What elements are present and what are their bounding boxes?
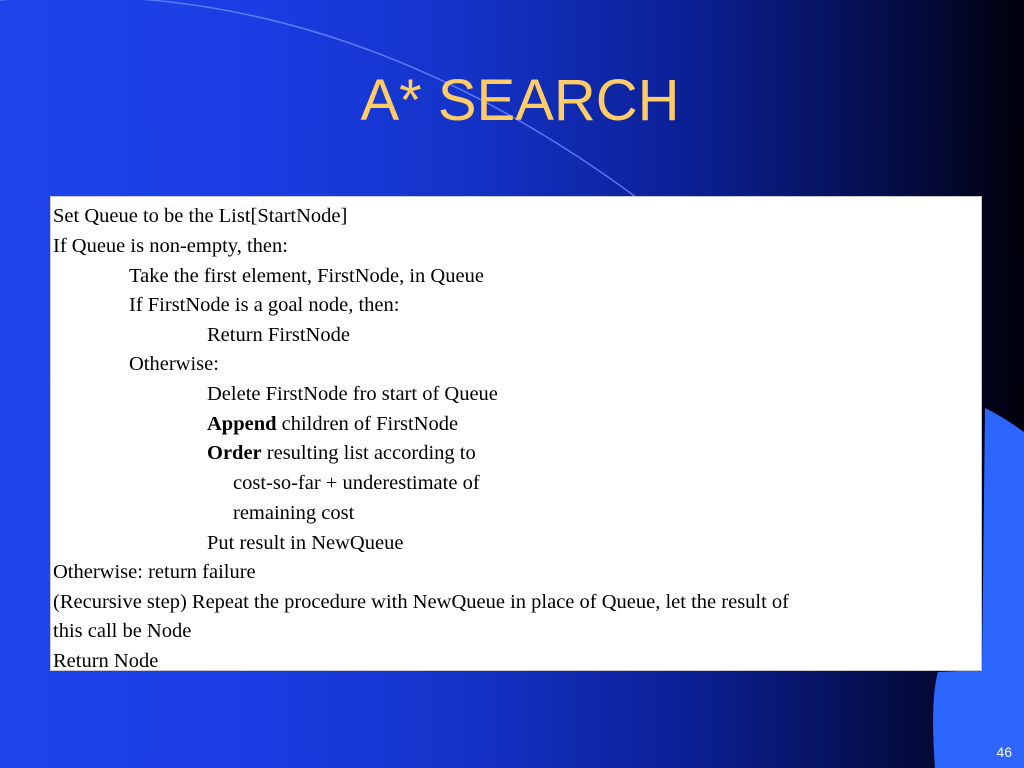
algorithm-line: remaining cost [233, 502, 355, 524]
algorithm-box [50, 196, 982, 671]
algorithm-line: Set Queue to be the List[StartNode] [53, 205, 348, 227]
algorithm-line-text: resulting list according to [261, 442, 476, 464]
append-keyword: Append [207, 413, 277, 435]
page-number: 46 [996, 744, 1012, 760]
algorithm-line: Put result in NewQueue [207, 532, 404, 554]
algorithm-line: Delete FirstNode fro start of Queue [207, 383, 498, 405]
algorithm-line: cost-so-far + underestimate of [233, 472, 480, 494]
algorithm-line: Return FirstNode [207, 324, 350, 346]
algorithm-line: If Queue is non-empty, then: [53, 235, 288, 257]
algorithm-line: If FirstNode is a goal node, then: [129, 294, 400, 316]
algorithm-line: Otherwise: [129, 353, 219, 375]
algorithm-line: Return Node [53, 650, 159, 672]
algorithm-line: (Recursive step) Repeat the procedure with NewQueue in place of Queue, let the result of [53, 591, 790, 613]
algorithm-line: Take the first element, FirstNode, in Queue [129, 265, 484, 287]
algorithm-line: Otherwise: return failure [53, 561, 256, 583]
algorithm-line [207, 440, 476, 466]
slide-title: A* SEARCH [360, 68, 680, 133]
algorithm-line [207, 411, 458, 437]
algorithm-line-text: children of FirstNode [276, 413, 459, 435]
algorithm-line: this call be Node [53, 620, 192, 642]
order-keyword: Order [207, 442, 262, 464]
